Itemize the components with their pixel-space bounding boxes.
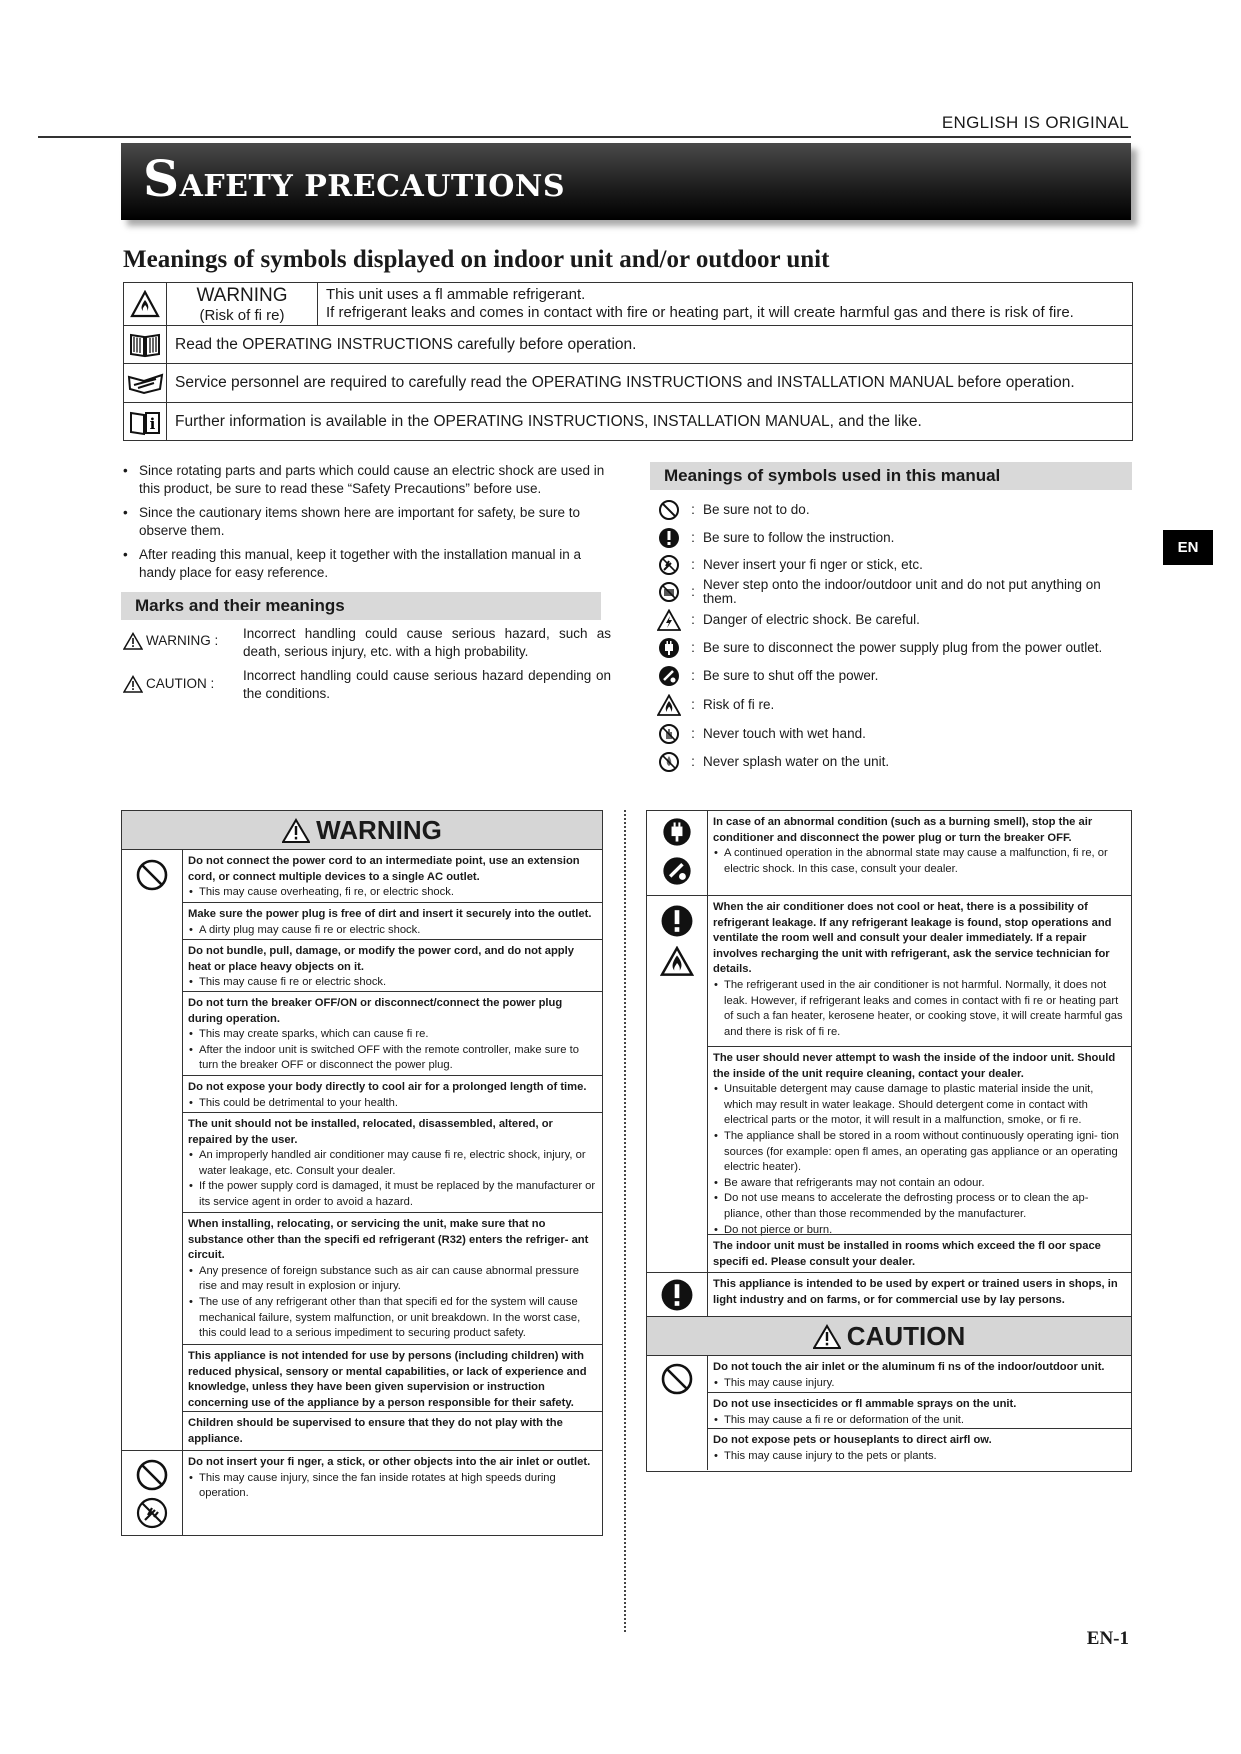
- warning-item: Do not connect the power cord to an intermediate point, use an extension cord, or connect multiple devices to a single AC outlet. • This may cause overheating, fi re, or electric shock.: [182, 850, 602, 902]
- caution-item: Do not use insecticides or fl ammable sprays on the unit. • This may cause a fi re or deformation of the unit.: [707, 1392, 1131, 1429]
- symbol-row-text: Further information is available in the OPERATING INSTRUCTIONS, INSTALLATION MANUAL, and the like.: [175, 412, 922, 430]
- fire-risk-icon: [655, 691, 683, 719]
- no-finger-icon: [655, 551, 683, 579]
- fire-risk-icon: [660, 946, 694, 976]
- list-item: • Since the cautionary items shown here are important for safety, be sure to observe them.: [123, 504, 613, 539]
- unit-symbols-heading: Meanings of symbols displayed on indoor unit and/or outdoor unit: [123, 246, 830, 273]
- caution-box-title: CAUTION: [846, 1320, 966, 1351]
- mandatory-icon: [660, 1278, 694, 1312]
- symbol-row-service: [124, 364, 1132, 403]
- warning-box: [121, 810, 603, 1536]
- warning-item: When the air conditioner does not cool or heat, there is a possibility of refrigerant leakage. If any refrigerant leakage is found, stop operations and ventilate the room well and consult your dealer immediately. If a repair involves recharging the unit with refrigerant, ask the service technician for details. • The refrigerant used in the air conditioner is not harmful. Normally, it does not leak. However, if refrigerant leaks and comes in contact with fi re or heating part of such a fan heater, kerosene heater, or cooking stove, it will create harmful gas and there is risk of fi re.: [707, 895, 1131, 1047]
- warning-item: Do not insert your fi nger, a stick, or other objects into the air inlet or outlet. • This may cause injury, since the fan inside rotates at high speeds during operation.: [182, 1450, 602, 1535]
- prohibited-icon: [136, 1459, 168, 1491]
- column-divider: [624, 810, 626, 1632]
- page-title: SAFETY PRECAUTIONS: [143, 149, 565, 208]
- warning-sublabel: (Risk of fi re): [199, 306, 285, 324]
- warning-icon-column: [122, 850, 183, 1450]
- no-water-icon: [655, 748, 683, 776]
- prohibited-icon: [661, 1363, 693, 1395]
- list-item: : Be sure to disconnect the power supply plug from the power outlet.: [655, 634, 1133, 662]
- warning-item: Do not expose your body directly to cool air for a prolonged length of time. • This could be detrimental to your health.: [182, 1075, 602, 1113]
- warning-item: The indoor unit must be installed in rooms which exceed the fl oor space specifi ed. Please consult your dealer.: [707, 1234, 1131, 1273]
- power-off-icon: [662, 856, 692, 886]
- warning-item: This appliance is intended to be used by expert or trained users in shops, in light industry and on farms, or for commercial use by lay persons.: [707, 1272, 1131, 1317]
- warning-item: Make sure the power plug is free of dirt and insert it securely into the outlet. • A dirty plug may cause fi re or electric shock.: [182, 902, 602, 940]
- caution-triangle-icon: [813, 1324, 841, 1349]
- warning-icon-column: [122, 1450, 183, 1535]
- caution-item: Do not expose pets or houseplants to direct airfl ow. • This may cause injury to the pets or plants.: [707, 1428, 1131, 1471]
- list-item: : Be sure to shut off the power.: [655, 662, 1133, 690]
- warning-continued-box: [646, 810, 1132, 1472]
- language-note: ENGLISH IS ORIGINAL: [941, 113, 1129, 132]
- mandatory-icon: [655, 524, 683, 552]
- marks-section: [121, 592, 601, 620]
- book-icon: [124, 326, 167, 363]
- title-banner: [121, 143, 1131, 220]
- mandatory-icon: [660, 904, 694, 938]
- caution-item: Do not touch the air inlet or the aluminum fi ns of the indoor/outdoor unit. • This may cause injury.: [707, 1356, 1131, 1392]
- info-manual-icon: [124, 403, 167, 440]
- manual-symbols-heading: Meanings of symbols used in this manual: [650, 462, 1132, 490]
- warning-text: This unit uses a fl ammable refrigerant. If refrigerant leaks and comes in contact with fire or heating part, it will create harmful gas and there is risk of fire.: [326, 286, 1074, 321]
- no-finger-icon: [136, 1497, 168, 1529]
- warning-triangle-icon: [123, 632, 143, 650]
- page-number: EN-1: [1086, 1628, 1129, 1649]
- list-item: : Be sure to follow the instruction.: [655, 524, 1133, 552]
- intro-bullets: [123, 462, 613, 588]
- warning-item: Children should be supervised to ensure that they do not play with the appliance.: [182, 1411, 602, 1451]
- mark-warning-desc: Incorrect handling could cause serious hazard, such as death, serious injury, etc. with a high probability.: [243, 626, 611, 659]
- list-item: : Never touch with wet hand.: [655, 720, 1133, 748]
- caution-box-header: [647, 1316, 1131, 1356]
- fire-warning-icon: [124, 283, 167, 325]
- power-off-icon: [655, 662, 683, 690]
- manual-symbols-section: [650, 462, 1132, 490]
- warning-item: The user should never attempt to wash the inside of the indoor unit. Should the inside of the unit require cleaning, contact your dealer. • Unsuitable detergent may cause damage to plastic material inside the unit, which may result in water leakage. Should detergent come in contact with electrical parts or the motor, it will result in a malfunction, smoke, or fi re. • The appliance shall be stored in a room without continuously operating igni- tion sources (for example: open fl ames, an operating gas appliance or an operating electric heater). • Be aware that refrigerants may not contain an odour. • Do not use means to accelerate the defrosting process or to clean the ap- pliance, other than those recommended by the manufacturer. • Do not pierce or burn.: [707, 1046, 1131, 1235]
- symbol-row-info: [124, 403, 1132, 440]
- symbol-row-text: Service personnel are required to carefully read the OPERATING INSTRUCTIONS and INSTALLATION MANUAL before operation.: [175, 374, 1075, 391]
- unit-symbols-table: [123, 282, 1133, 441]
- warning-item: This appliance is not intended for use by persons (including children) with reduced physical, sensory or mental capabilities, or lack of experience and knowledge, unless they have been given supervision or instruction concerning use of the appliance by a person responsible for their safety.: [182, 1344, 602, 1412]
- list-item: : Be sure not to do.: [655, 496, 1133, 524]
- marks-heading: Marks and their meanings: [121, 592, 601, 620]
- warning-item: Do not bundle, pull, damage, or modify the power cord, and do not apply heat or place heavy objects on it. • This may cause fi re or electric shock.: [182, 939, 602, 992]
- list-item: : Danger of electric shock. Be careful.: [655, 606, 1133, 634]
- warning-label: WARNING: [196, 284, 288, 306]
- warning-item: Do not turn the breaker OFF/ON or disconnect/connect the power plug during operation. • This may create sparks, which can cause fi re. • After the indoor unit is switched OFF with the remote controller, make sure to turn the breaker OFF or disconnect the power plug.: [182, 991, 602, 1076]
- list-item: : Never insert your fi nger or stick, etc.: [655, 551, 1133, 579]
- warning-label-cell: [167, 283, 318, 325]
- prohibited-icon: [655, 496, 683, 524]
- mark-warning-label: WARNING :: [146, 633, 219, 649]
- symbol-row-warning: [124, 283, 1132, 326]
- no-wet-hand-icon: [655, 720, 683, 748]
- warning-box-header: [122, 811, 602, 850]
- warning-icon-column: [647, 895, 708, 1273]
- warning-item: In case of an abnormal condition (such as a burning smell), stop the air conditioner and disconnect the power plug or turn the breaker OFF. • A continued operation in the abnormal state may cause a malfunction, fi re, or electric shock. In this case, consult your dealer.: [707, 811, 1131, 895]
- prohibited-icon: [136, 859, 168, 891]
- list-item: • After reading this manual, keep it together with the installation manual in a handy place for easy reference.: [123, 546, 613, 581]
- unplug-icon: [655, 634, 683, 662]
- warning-item: When installing, relocating, or servicing the unit, make sure that no substance other than the specifi ed refrigerant (R32) enters the refriger- ant circuit. • Any presence of foreign substance such as air can cause abnormal pressure rise and may result in explosion or injury. • The use of any refrigerant other than that specifi ed for the system will cause mechanical failure, system malfunction, or unit breakdown. In the worst case, this could lead to a serious impediment to securing product safety.: [182, 1212, 602, 1345]
- warning-triangle-icon: [282, 818, 310, 843]
- caution-icon-column: [647, 1356, 708, 1470]
- unplug-icon: [662, 817, 692, 847]
- electric-shock-icon: [655, 606, 683, 634]
- symbol-row-text: Read the OPERATING INSTRUCTIONS carefully before operation.: [175, 335, 637, 353]
- mark-caution-label: CAUTION :: [146, 676, 215, 692]
- header-rule: [38, 136, 1131, 138]
- no-step-icon: [655, 578, 683, 606]
- mark-caution-desc: Incorrect handling could cause serious hazard depending on the conditions.: [243, 668, 611, 701]
- mark-warning: [123, 625, 613, 665]
- caution-triangle-icon: [123, 675, 143, 693]
- list-item: : Never step onto the indoor/outdoor unit and do not put anything on them.: [655, 578, 1133, 606]
- language-tab: EN: [1163, 530, 1213, 565]
- warning-box-title: WARNING: [316, 814, 442, 845]
- service-manual-icon: [124, 364, 167, 402]
- svg-text:i: i: [149, 414, 156, 433]
- list-item: • Since rotating parts and parts which could cause an electric shock are used in this product, be sure to read these “Safety Precautions” before use.: [123, 462, 613, 497]
- warning-icon-column: [647, 811, 708, 895]
- list-item: : Never splash water on the unit.: [655, 748, 1133, 776]
- mark-caution: [123, 667, 613, 707]
- symbol-row-read: [124, 326, 1132, 364]
- warning-icon-column: [647, 1272, 708, 1317]
- warning-item: The unit should not be installed, relocated, disassembled, altered, or repaired by the user. • An improperly handled air conditioner may cause fi re, electric shock, injury, or water leakage, etc. Consult your dealer. • If the power supply cord is damaged, it must be replaced by the manufacturer or its service agent in order to avoid a hazard.: [182, 1112, 602, 1213]
- list-item: : Risk of fi re.: [655, 691, 1133, 719]
